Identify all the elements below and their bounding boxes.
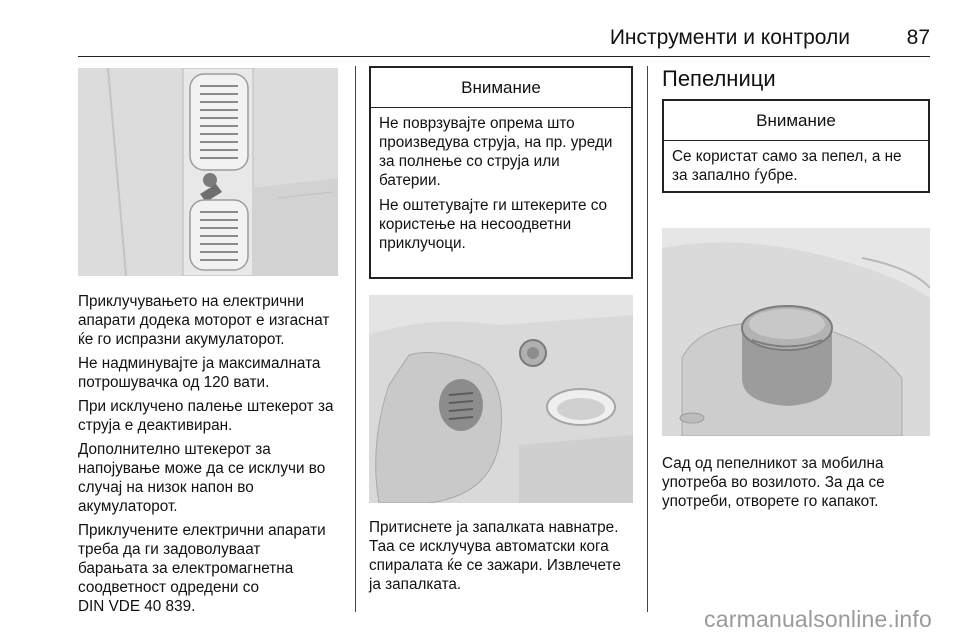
warning-box [662, 99, 930, 193]
header-rule [78, 56, 930, 57]
paragraph: Не надминувајте ја максималната потрошувачка од 120 вати. [78, 355, 321, 391]
column-divider-1 [355, 66, 356, 612]
warning-text: Се користат само за пепел, а не за запално ѓубре. [672, 148, 902, 184]
col3-body [662, 454, 930, 516]
power-outlet-illustration [78, 68, 338, 276]
warning-text: Не оштетувајте ги штекерите со користење на несоодветни приклучоци. [379, 197, 608, 252]
column-divider-2 [647, 66, 648, 612]
running-header-title: Инструменти и контроли [609, 26, 850, 49]
paragraph: Приклучените електрични апарати треба да ги задоволуваат барањата за електромагнетна соодветност одредени со DIN VDE 40 839. [78, 522, 326, 615]
section-title-ashtrays: Пепелници [662, 66, 776, 91]
portable-ashtray-illustration [662, 228, 930, 436]
page-number: 87 [906, 26, 930, 49]
cigarette-lighter-illustration [369, 295, 633, 503]
col1-body [78, 292, 348, 621]
paragraph: Приклучувањето на електрични апарати додека моторот е изгаснат ќе го испразни акумулаторот. [78, 293, 330, 348]
paragraph: Дополнително штекерот за напојување може да се исклучи во случај на низок напон во акумулаторот. [78, 441, 326, 515]
watermark: carmanualsonline.info [704, 606, 932, 632]
warning-box [369, 66, 633, 279]
warning-heading: Внимание [664, 101, 928, 141]
warning-heading: Внимание [371, 68, 631, 108]
paragraph: При исклучено палење штекерот за струја е деактивиран. [78, 398, 334, 434]
paragraph: Притиснете ја запалката навнатре. Таа се исклучува автоматски кога спиралата ќе се зажари. Извлечете ја запалката. [369, 519, 621, 593]
paragraph: Сад од пепелникот за мобилна употреба во возилото. За да се употреби, отворете го капакот. [662, 455, 885, 510]
warning-text: Не поврзувајте опрема што произведува струја, на пр. уреди за полнење со струја или батерии. [379, 115, 613, 189]
col2-body [369, 518, 641, 599]
